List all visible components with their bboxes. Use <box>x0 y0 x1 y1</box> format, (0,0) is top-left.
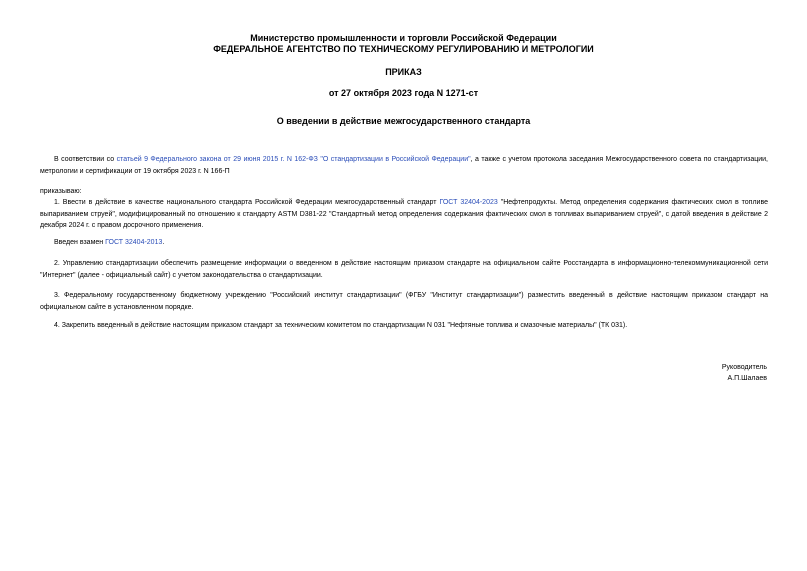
preamble-paragraph <box>40 154 768 177</box>
order-word: приказываю: <box>40 188 82 195</box>
agency-name: ФЕДЕРАЛЬНОЕ АГЕНТСТВО ПО ТЕХНИЧЕСКОМУ РЕГУЛИРОВАНИЮ И МЕТРОЛОГИИ <box>213 44 594 54</box>
preamble-prefix: В соответствии со <box>54 156 117 163</box>
item-3-paragraph: 3. Федеральному государственному бюджетному учреждению "Российский институт стандартизации" (ФГБУ "Институт стандартизации") разместить введенный в действие настоящим приказом стандарт на официальном сайте в установленном порядке. <box>40 292 768 311</box>
item-2-paragraph: 2. Управлению стандартизации обеспечить размещение информации о введенном в действие настоящим приказом стандарте на официальном сайте Росстандарта в информационно-телекоммуникационной сети "Интернет" (далее - официальный сайт) с учетом законодательства о стандартизации. <box>40 260 768 279</box>
item-1-paragraph <box>40 197 768 232</box>
document-title: О введении в действие межгосударственного стандарта <box>276 116 531 126</box>
item-4-paragraph: 4. Закрепить введенный в действие настоящим приказом стандарт за техническим комитетом по стандартизации N 031 "Нефтяные топлива и смазочные материалы" (ТК 031). <box>54 322 628 329</box>
replaced-prefix: Введен взамен <box>54 239 106 246</box>
signature-name: А.П.Шалаев <box>727 375 767 382</box>
document-type: ПРИКАЗ <box>385 67 422 77</box>
item-1-prefix: 1. Ввести в действие в качестве национального стандарта Российской Федерации межгосударственный стандарт <box>54 199 440 206</box>
preamble-suffix: , а также с учетом протокола заседания Межгосударственного совета по стандартизации, метрологии и сертификации от 19 октября 2023 г. N 166-П <box>40 156 768 175</box>
signature-role: Руководитель <box>721 364 767 371</box>
replaced-suffix: . <box>162 239 165 246</box>
gost-2013-link[interactable]: ГОСТ 32404-2013 <box>105 239 163 246</box>
item-1-suffix: "Нефтепродукты. Метод определения содержания фактических смол в топливе выпариванием струей", модифицированный по отношению к стандарту ASTM D381-22 "Стандартный метод определения содержания фактических смол в топливах выпариванием струей", с датой введения в действие 2 декабря 2024 г. с правом досрочного применения. <box>40 199 768 229</box>
law-link[interactable]: статьей 9 Федерального закона от 29 июня 2015 г. N 162-ФЗ "О стандартизации в Российской Федерации" <box>116 156 471 163</box>
ministry-name: Министерство промышленности и торговли Российской Федерации <box>250 33 557 43</box>
gost-2023-link[interactable]: ГОСТ 32404-2023 <box>439 199 498 206</box>
replaced-paragraph <box>40 237 768 249</box>
document-date-number: от 27 октября 2023 года N 1271-ст <box>328 88 479 98</box>
